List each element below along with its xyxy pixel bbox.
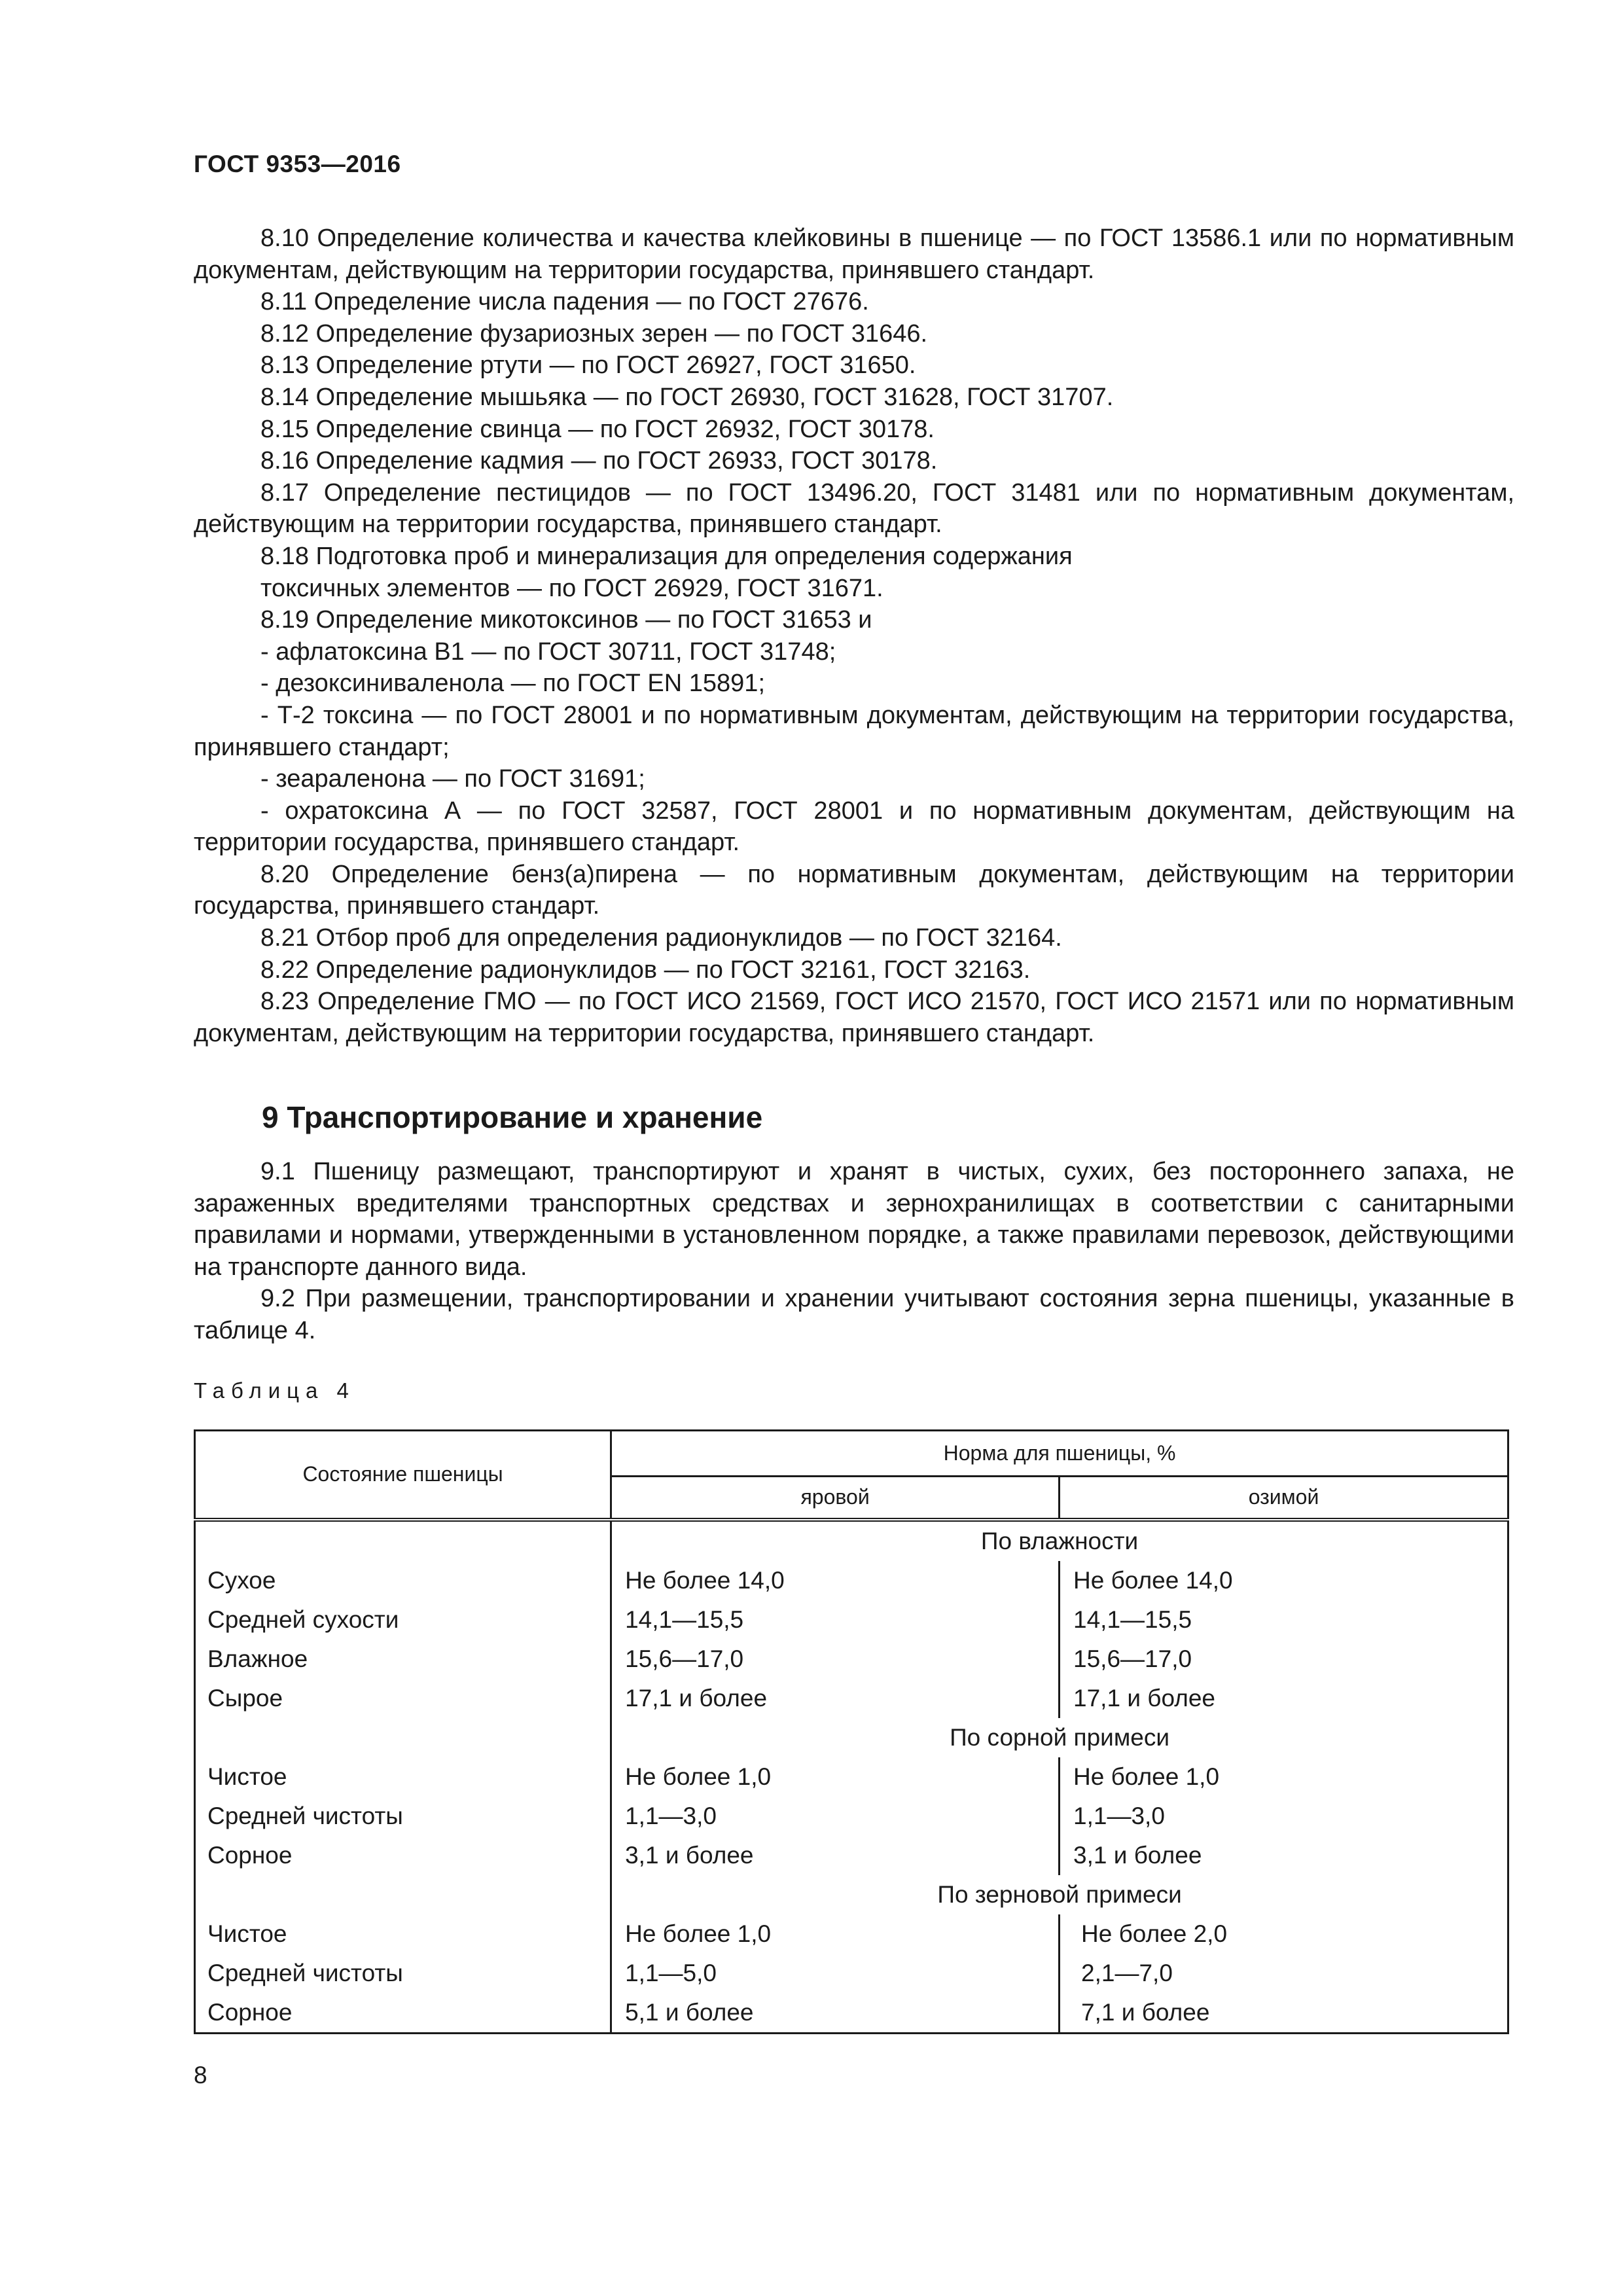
table-group-row (195, 1718, 1508, 1757)
list-item: 8.15 Определение свинца — по ГОСТ 26932, ГОСТ 30178. (260, 415, 935, 443)
table-row (195, 1679, 1508, 1718)
table-cell (195, 1520, 611, 1561)
group-title: По зерновой примеси (611, 1875, 1508, 1914)
table-cell: 14,1—15,5 (611, 1600, 1060, 1640)
page-number: 8 (194, 2062, 207, 2089)
list-item: 8.11 Определение числа падения — по ГОСТ 27676. (260, 288, 869, 316)
list-item: 8.20 Определение бенз(а)пирена — по нормативным документам, действующим на территории государства, принявшего стандарт. (194, 860, 1514, 920)
list-item: 8.21 Отбор проб для определения радионуклидов — по ГОСТ 32164. (260, 924, 1062, 952)
list-item: - охратоксина А — по ГОСТ 32587, ГОСТ 28001 и по нормативным документам, действующим на территории государства, принявшего стандарт. (194, 797, 1514, 857)
table-cell: 3,1 и более (611, 1836, 1060, 1875)
table-row (195, 1640, 1508, 1679)
list-item: 8.23 Определение ГМО — по ГОСТ ИСО 21569, ГОСТ ИСО 21570, ГОСТ ИСО 21571 или по нормативным документам, действующим на территории государства, принявшего стандарт. (194, 988, 1514, 1047)
table-4 (194, 1429, 1509, 2034)
table-cell: Чистое (195, 1757, 611, 1797)
table-cell: 3,1 и более (1060, 1836, 1508, 1875)
group-title: По влажности (611, 1520, 1508, 1561)
list-item: - дезоксиниваленола — по ГОСТ EN 15891; (260, 670, 766, 698)
column-header-state: Состояние пшеницы (195, 1431, 611, 1520)
table-row (195, 1561, 1508, 1600)
table-body (195, 1520, 1508, 2034)
table-cell: 7,1 и более (1060, 1993, 1508, 2034)
paragraph-9-2: 9.2 При размещении, транспортировании и хранении учитывают состояния зерна пшеницы, указанные в таблице 4. (194, 1285, 1514, 1344)
list-item: 8.16 Определение кадмия — по ГОСТ 26933, ГОСТ 30178. (260, 447, 938, 475)
column-header-norm: Норма для пшеницы, % (611, 1431, 1508, 1477)
table-cell: 17,1 и более (1060, 1679, 1508, 1718)
column-header-winter: озимой (1060, 1477, 1508, 1520)
list-item: 8.17 Определение пестицидов — по ГОСТ 13496.20, ГОСТ 31481 или по нормативным документам, действующим на территории государства, принявшего стандарт. (194, 478, 1514, 539)
list-item: 8.10 Определение количества и качества клейковины в пшенице — по ГОСТ 13586.1 или по нормативным документам, действующим на территории государства, принявшего стандарт. (194, 224, 1514, 284)
table-cell: Средней чистоты (195, 1797, 611, 1836)
list-item: 8.22 Определение радионуклидов — по ГОСТ 32161, ГОСТ 32163. (260, 956, 1031, 984)
table-cell: 1,1—3,0 (1060, 1797, 1508, 1836)
table-cell: 14,1—15,5 (1060, 1600, 1508, 1640)
table-group-row (195, 1520, 1508, 1561)
table-cell: Средней чистоты (195, 1954, 611, 1993)
table-cell: Сорное (195, 1993, 611, 2034)
table-cell: Чистое (195, 1914, 611, 1954)
methods-list (194, 223, 1514, 1049)
table-cell: 5,1 и более (611, 1993, 1060, 2034)
table-caption: Таблица 4 (194, 1378, 355, 1403)
list-item: - зеараленона — по ГОСТ 31691; (260, 765, 645, 793)
table-row (195, 1757, 1508, 1797)
table-row (195, 1993, 1508, 2034)
table-cell: Средней сухости (195, 1600, 611, 1640)
list-item: 8.13 Определение ртути — по ГОСТ 26927, ГОСТ 31650. (260, 351, 916, 380)
table-cell: Влажное (195, 1640, 611, 1679)
table-cell: Не более 1,0 (611, 1914, 1060, 1954)
list-item: 8.19 Определение микотоксинов — по ГОСТ 31653 и (260, 606, 872, 634)
column-header-spring: яровой (611, 1477, 1060, 1520)
table-cell: Не более 1,0 (1060, 1757, 1508, 1797)
section-9-body (194, 1156, 1514, 1347)
table-cell: Не более 14,0 (611, 1561, 1060, 1600)
table-row (195, 1836, 1508, 1875)
table-cell (195, 1718, 611, 1757)
table-row (195, 1914, 1508, 1954)
table-cell: Сорное (195, 1836, 611, 1875)
table-row (195, 1954, 1508, 1993)
section-title: 9 Транспортирование и хранение (262, 1100, 763, 1134)
table-cell: 1,1—5,0 (611, 1954, 1060, 1993)
table-row (195, 1797, 1508, 1836)
table-cell: Не более 2,0 (1060, 1914, 1508, 1954)
list-item: - Т-2 токсина — по ГОСТ 28001 и по нормативным документам, действующим на территории государства, принявшего стандарт; (194, 701, 1514, 761)
table-cell (195, 1875, 611, 1914)
list-item: 8.14 Определение мышьяка — по ГОСТ 26930, ГОСТ 31628, ГОСТ 31707. (260, 383, 1114, 411)
list-item: 8.12 Определение фузариозных зерен — по ГОСТ 31646. (260, 319, 928, 348)
table-row (195, 1600, 1508, 1640)
list-item: токсичных элементов — по ГОСТ 26929, ГОСТ 31671. (260, 574, 883, 602)
table-cell: 17,1 и более (611, 1679, 1060, 1718)
table-cell: Сухое (195, 1561, 611, 1600)
table-cell: Не более 1,0 (611, 1757, 1060, 1797)
table-cell: Не более 14,0 (1060, 1561, 1508, 1600)
list-item: 8.18 Подготовка проб и минерализация для определения содержания (260, 542, 1073, 570)
table-cell: 15,6—17,0 (611, 1640, 1060, 1679)
table-cell: 2,1—7,0 (1060, 1954, 1508, 1993)
list-item: - афлатоксина В1 — по ГОСТ 30711, ГОСТ 31748; (260, 637, 836, 666)
table-cell: Сырое (195, 1679, 611, 1718)
group-title: По сорной примеси (611, 1718, 1508, 1757)
table-cell: 1,1—3,0 (611, 1797, 1060, 1836)
document-header: ГОСТ 9353—2016 (194, 151, 401, 177)
table-group-row (195, 1875, 1508, 1914)
paragraph-9-1: 9.1 Пшеницу размещают, транспортируют и хранят в чистых, сухих, без постороннего запаха, не зараженных вредителями транспортных средствах и зернохранилищах в соответствии с санитарными правилами и нормами, утвержденными в установленном порядке, а также правилами перевозок, действующими на транспорте данного вида. (194, 1158, 1514, 1281)
table-cell: 15,6—17,0 (1060, 1640, 1508, 1679)
